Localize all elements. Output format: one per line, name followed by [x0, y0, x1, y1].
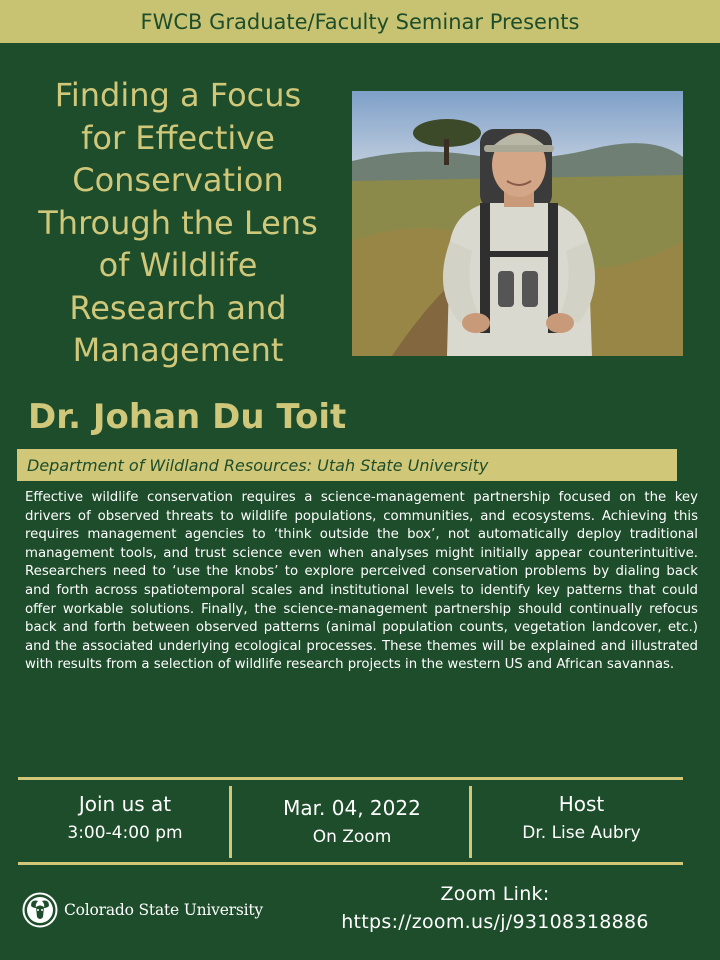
host-name: Dr. Lise Aubry	[522, 823, 641, 843]
talk-title-line: Finding a Focus	[54, 76, 302, 114]
department-bar	[17, 449, 677, 481]
time-value: 3:00-4:00 pm	[67, 823, 183, 843]
event-host	[474, 790, 689, 848]
talk-title-line: Management	[72, 331, 284, 369]
talk-title-line: Research and	[69, 288, 287, 327]
zoom-info	[310, 880, 680, 936]
event-time	[20, 790, 230, 848]
talk-title-line: of Wildlife	[98, 246, 258, 284]
department-text: Department of Wildland Resources: Utah State University	[27, 455, 489, 475]
speaker-name: Dr. Johan Du Toit	[28, 397, 347, 437]
divider-top	[18, 777, 683, 780]
host-heading: Host	[558, 792, 605, 816]
talk-title-line: for Effective	[81, 118, 275, 157]
ram-head-icon	[22, 892, 58, 928]
talk-title-line: Through the Lens	[38, 203, 318, 242]
talk-title	[18, 74, 338, 372]
zoom-label: Zoom Link:	[440, 883, 550, 905]
banner-text: FWCB Graduate/Faculty Seminar Presents	[140, 9, 580, 34]
speaker-photo	[352, 91, 683, 356]
csu-wordmark: Colorado State University	[64, 901, 263, 919]
zoom-link[interactable]: https://zoom.us/j/93108318886	[341, 911, 649, 933]
seminar-banner	[0, 0, 720, 43]
venue-value: On Zoom	[312, 827, 392, 847]
speaker-photo-illustration	[352, 91, 683, 356]
event-date	[234, 794, 470, 852]
talk-title-line: Conservation	[72, 161, 284, 199]
abstract-text: Effective wildlife conservation requires a science-management partnership focused on the key drivers of observed threats to wildlife populations, communities, and ecosystems. Achieving this requires management agencies to ‘think outside the box’, not automatically deploy traditional management tools, and trust science even when analyses might initially appear counterintuitive. Researchers need to ‘use the knobs’ to explore perceived conservation problems by dialing back and forth across spatiotemporal scales and institutional levels to identify key patterns that could offer workable solutions. Finally, the science-management partnership should continually refocus back and forth between observed patterns (animal population counts, vegetation landcover, etc.) and the associated underlying ecological processes. These themes will be explained and illustrated with results from a selection of wildlife research projects in the western US and African savannas.	[25, 490, 698, 673]
divider-bottom	[18, 862, 683, 865]
csu-logo	[22, 892, 263, 928]
time-heading: Join us at	[78, 792, 172, 816]
date-value: Mar. 04, 2022	[283, 796, 421, 820]
